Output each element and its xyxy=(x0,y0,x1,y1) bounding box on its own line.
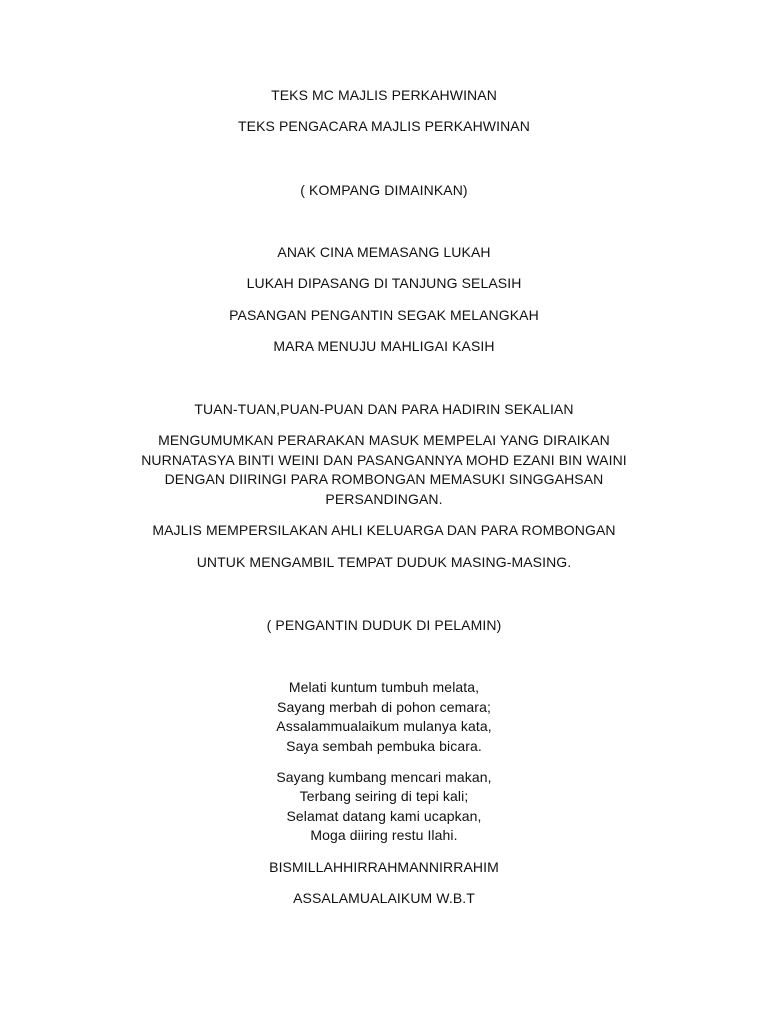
pantun-2-line-3: Assalammualaikum mulanya kata, xyxy=(276,718,492,734)
pantun-3-line-4: Moga diiring restu Ilahi. xyxy=(310,827,458,843)
pantun-1-line-2: LUKAH DIPASANG DI TANJUNG SELASIH xyxy=(246,275,522,291)
pantun-1-line-1: ANAK CINA MEMASANG LUKAH xyxy=(277,244,491,260)
bismillah-line: BISMILLAHHIRRAHMANNIRRAHIM xyxy=(269,859,499,875)
announcement-line-1: MENGUMUMKAN PERARAKAN MASUK MEMPELAI YANG DIRAIKAN xyxy=(158,432,610,448)
pantun-2-line-2: Sayang merbah di pohon cemara; xyxy=(277,699,491,715)
pantun-2-line-1: Melati kuntum tumbuh melata, xyxy=(288,679,480,695)
document-subtitle: TEKS PENGACARA MAJLIS PERKAHWINAN xyxy=(238,118,530,134)
pantun-3-line-1: Sayang kumbang mencari makan, xyxy=(276,769,492,785)
pantun-1-line-4: MARA MENUJU MAHLIGAI KASIH xyxy=(273,338,495,354)
announcement-line-2: NURNATASYA BINTI WEINI DAN PASANGANNYA MOHD EZANI BIN WAINI xyxy=(141,452,627,468)
pantun-2-line-4: Saya sembah pembuka bicara. xyxy=(286,738,482,754)
pantun-1-line-3: PASANGAN PENGANTIN SEGAK MELANGKAH xyxy=(229,307,539,323)
salam-line: ASSALAMUALAIKUM W.B.T xyxy=(293,890,475,906)
address-line: TUAN-TUAN,PUAN-PUAN DAN PARA HADIRIN SEKALIAN xyxy=(194,401,574,417)
pantun-3-line-2: Terbang seiring di tepi kali; xyxy=(299,788,469,804)
pantun-3-line-3: Selamat datang kami ucapkan, xyxy=(286,808,482,824)
document-title: TEKS MC MAJLIS PERKAHWINAN xyxy=(271,87,497,103)
announcement-line-4: PERSANDINGAN. xyxy=(325,491,443,507)
stage-direction-kompang: ( KOMPANG DIMAINKAN) xyxy=(300,182,468,198)
invitation-line-2: UNTUK MENGAMBIL TEMPAT DUDUK MASING-MASING. xyxy=(196,554,572,570)
stage-direction-pelamin: ( PENGANTIN DUDUK DI PELAMIN) xyxy=(266,617,502,633)
invitation-line-1: MAJLIS MEMPERSILAKAN AHLI KELUARGA DAN PARA ROMBONGAN xyxy=(152,522,616,538)
announcement-line-3: DENGAN DIIRINGI PARA ROMBONGAN MEMASUKI SINGGAHSAN xyxy=(164,471,604,487)
